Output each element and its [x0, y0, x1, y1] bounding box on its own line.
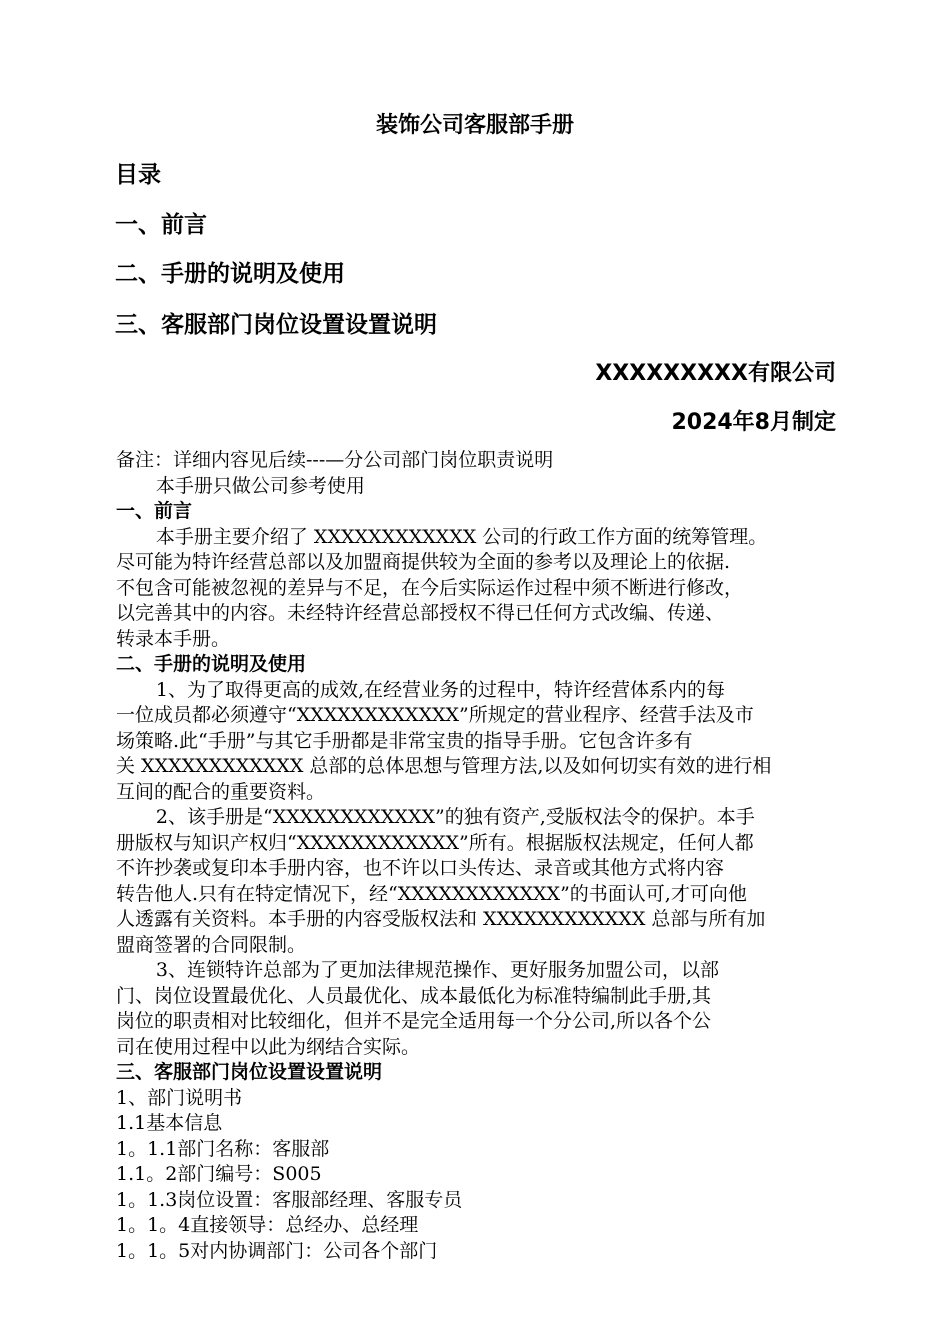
document-title: 装饰公司客服部手册: [375, 113, 574, 138]
note-line: 备注：详细内容见后续---—分公司部门岗位职责说明: [116, 449, 554, 471]
list-item: 1。1.3岗位设置：客服部经理、客服专员: [116, 1188, 463, 1211]
paragraph-line: 尽可能为特许经营总部以及加盟商提供较为全面的参考以及理论上的依据.: [116, 551, 731, 573]
usage-paragraph-2: [116, 805, 840, 958]
department-info-list: [116, 1086, 840, 1265]
document-body: [116, 448, 840, 1264]
paragraph-line: 不许抄袭或复印本手册内容，也不许以口头传达、录音或其他方式将内容: [116, 857, 725, 879]
toc-heading: 目录: [115, 162, 161, 188]
preface-paragraph: [116, 525, 840, 653]
list-item: 1、部门说明书: [116, 1086, 243, 1109]
paragraph-line: 关 XXXXXXXXXXXX 总部的总体思想与管理方法,以及如何切实有效的进行相: [116, 755, 772, 777]
section-heading-preface: 一、前言: [116, 500, 193, 522]
paragraph-line: 3、连锁特许总部为了更加法律规范操作、更好服务加盟公司，以部: [155, 959, 719, 981]
note-line: 本手册只做公司参考使用: [155, 474, 365, 497]
list-item: 1。1。4直接领导：总经办、总经理: [116, 1214, 419, 1236]
company-name: XXXXXXXXX有限公司: [595, 361, 836, 386]
list-item: 1.1基本信息: [116, 1112, 223, 1134]
toc-item-manual-usage: 二、手册的说明及使用: [115, 261, 345, 287]
issue-date: 2024年8月制定: [671, 410, 836, 435]
paragraph-line: 以完善其中的内容。未经特许经营总部授权不得已任何方式改编、传递、: [116, 602, 725, 624]
toc-item-preface: 一、前言: [115, 212, 207, 238]
paragraph-line: 本手册主要介绍了 XXXXXXXXXXXX 公司的行政工作方面的统筹管理。: [155, 525, 768, 548]
list-item: 1.1。2部门编号：S005: [116, 1163, 322, 1185]
section-heading-positions: 三、客服部门岗位设置设置说明: [116, 1061, 383, 1083]
paragraph-line: 不包含可能被忽视的差异与不足，在今后实际运作过程中须不断进行修改，: [116, 576, 744, 599]
list-item: 1。1。5对内协调部门：公司各个部门: [116, 1239, 438, 1262]
paragraph-line: 场策略.此“手册”与其它手册都是非常宝贵的指导手册。它包含许多有: [116, 729, 693, 752]
paragraph-line: 1、为了取得更高的成效,在经营业务的过程中，特许经营体系内的每: [155, 678, 726, 701]
paragraph-line: 门、岗位设置最优化、人员最优化、成本最低化为标准特编制此手册,其: [116, 984, 712, 1007]
paragraph-line: 互间的配合的重要资料。: [116, 780, 326, 803]
section-heading-manual-usage: 二、手册的说明及使用: [116, 653, 307, 675]
paragraph-line: 盟商签署的合同限制。: [116, 933, 307, 956]
list-item: 1。1.1部门名称：客服部: [116, 1137, 330, 1160]
usage-paragraph-1: [116, 678, 840, 806]
usage-paragraph-3: [116, 958, 840, 1060]
paragraph-line: 人透露有关资料。本手册的内容受版权法和 XXXXXXXXXXXX 总部与所有加: [116, 908, 766, 930]
paragraph-line: 岗位的职责相对比较细化，但并不是完全适用每一个分公司,所以各个公: [116, 1010, 712, 1032]
paragraph-line: 册版权与知识产权归“XXXXXXXXXXXX”所有。根据版权法规定，任何人都: [116, 831, 754, 854]
paragraph-line: 转录本手册。: [116, 627, 231, 650]
paragraph-line: 一位成员都必须遵守“XXXXXXXXXXXX”所规定的营业程序、经营手法及市: [116, 704, 754, 726]
toc-item-positions: 三、客服部门岗位设置设置说明: [115, 312, 437, 338]
paragraph-line: 2、该手册是“XXXXXXXXXXXX”的独有资产,受版权法令的保护。本手: [155, 806, 755, 828]
paragraph-line: 转告他人.只有在特定情况下，经“XXXXXXXXXXXX”的书面认可,才可向他: [116, 882, 747, 905]
paragraph-line: 司在使用过程中以此为纲结合实际。: [116, 1035, 421, 1058]
